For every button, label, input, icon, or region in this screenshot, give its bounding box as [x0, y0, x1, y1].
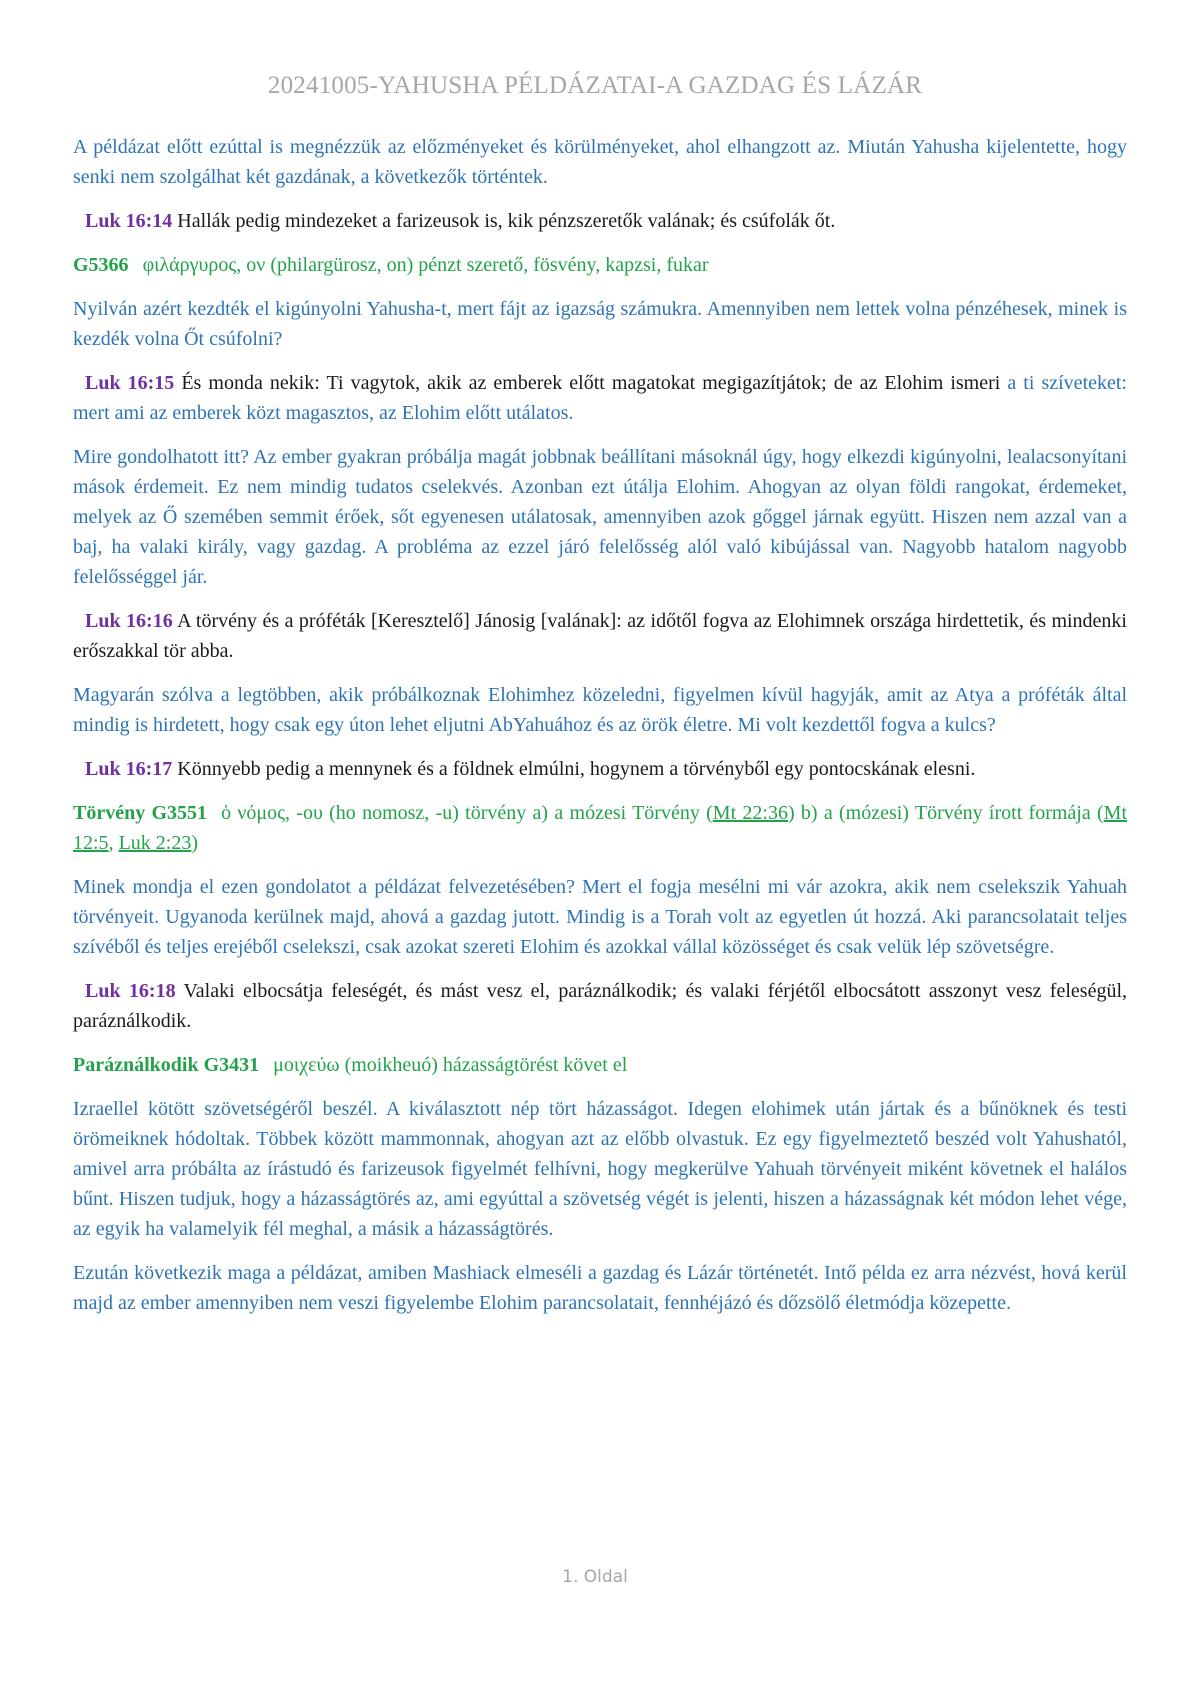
- lexicon-label: Törvény G3551: [73, 802, 208, 824]
- commentary-paragraph: A példázat előtt ezúttal is megnézzük az előzményeket és körülményeket, ahol elhangzott az. Miután Yahusha kijelentette, hogy senki nem szolgálhat két gazdának, a következők történtek.: [73, 136, 1127, 188]
- document-body: [73, 132, 1127, 1332]
- verse-text-continued: a ti szíveteket: mert ami az emberek közt magasztos, az Elohim előtt utálatos.: [73, 372, 1127, 424]
- lexicon-label: Paráználkodik G3431: [73, 1054, 260, 1076]
- page-title: 20241005-YAHUSHA PÉLDÁZATAI-A GAZDAG ÉS LÁZÁR: [267, 72, 923, 99]
- verse-reference: Luk 16:17: [85, 758, 173, 780]
- verse-luk-16-16: [73, 606, 1127, 666]
- closing-paren: ): [191, 832, 199, 854]
- reference-link-mt-22-36[interactable]: Mt 22:36: [712, 802, 788, 824]
- verse-luk-16-15: [73, 368, 1127, 428]
- verse-text: És monda nekik: Ti vagytok, akik az emberek előtt magatokat megigazítjátok; de az Elohim ismeri: [174, 372, 1001, 394]
- reference-link-mt-12-5[interactable]: Mt 12:5: [73, 802, 1127, 854]
- commentary-paragraph: Mire gondolhatott itt? Az ember gyakran próbálja magát jobbnak beállítani másoknál úgy, hogy elkezdi kigúnyolni, lealacsonyítani mások érdemeit. Ez nem mindig tudatos cselekvés. Azonban ezt útálja Elohim. Ahogyan az olyan földi rangokat, érdemeket, melyek az Ő szemében semmit érőek, sőt egyenesen utálatosak, amennyiben azok gőggel járnak együtt. Hiszen nem azzal van a baj, ha valaki király, vagy gazdag. A probléma az ezzel járó felelősség alól való kibújással van. Nagyobb hatalom nagyobb felelősséggel jár.: [73, 446, 1127, 588]
- verse-reference: Luk 16:16: [85, 610, 173, 632]
- commentary-paragraph: Ezután következik maga a példázat, amiben Mashiack elmeséli a gazdag és Lázár történetét. Intő példa ez arra nézvést, hová kerül majd az ember amennyiben nem veszi figyelembe Elohim parancsolatait, fennhéjázó és dőzsölő életmódja közepette.: [73, 1262, 1127, 1314]
- commentary-paragraph: Magyarán szólva a legtöbben, akik próbálkoznak Elohimhez közeledni, figyelmen kívül hagyják, amit az Atya a próféták által mindig is hirdetett, hogy csak egy úton lehet eljutni AbYahuához és az örök életre. Mi volt kezdettől fogva a kulcs?: [73, 684, 1127, 736]
- verse-luk-16-17: [73, 754, 1127, 784]
- verse-reference: Luk 16:15: [85, 372, 175, 394]
- verse-text: A törvény és a próféták [Keresztelő] Jánosig [valának]: az időtől fogva az Elohimnek országa hirdettetik, és mindenki erőszakkal tör abba.: [73, 610, 1127, 662]
- verse-text: Hallák pedig mindezeket a farizeusok is, kik pénzszeretők valának; és csúfolák őt.: [172, 210, 836, 232]
- lexicon-definition-continued: ) b) a (mózesi) Törvény írott formája (: [787, 802, 1104, 824]
- commentary-paragraph: Nyilván azért kezdték el kigúnyolni Yahusha-t, mert fájt az igazság számukra. Amennyiben nem lettek volna pénzéhesek, minek is kezdék volna Őt csúfolni?: [73, 298, 1127, 350]
- page-number: 1. Oldal: [562, 1567, 628, 1587]
- reference-link-luk-2-23[interactable]: Luk 2:23: [118, 832, 192, 854]
- lexicon-definition: ὁ νόμος, -ου (ho nomosz, -u) törvény a) a mózesi Törvény (: [221, 802, 713, 824]
- lexicon-definition: μοιχεύω (moikheuó) házasságtörést követ el: [273, 1054, 628, 1076]
- lexicon-label: G5366: [73, 254, 129, 276]
- verse-text: Valaki elbocsátja feleségét, és mást vesz el, paráználkodik; és valaki férjétől elbocsátott asszonyt vesz feleségül, paráználkodik.: [73, 980, 1127, 1032]
- lexicon-entry-g5366: [73, 250, 1127, 280]
- commentary-paragraph: Minek mondja el ezen gondolatot a példázat felvezetésében? Mert el fogja mesélni mi vár azokra, akik nem cselekszik Yahuah törvényeit. Ugyanoda kerülnek majd, ahová a gazdag jutott. Mindig is a Torah volt az egyetlen út hozzá. Aki parancsolatait teljes szívéből és teljes erejéből cselekszi, csak azokat szereti Elohim és azokkal vállal közösséget és csak velük lép szövetségre.: [73, 876, 1127, 958]
- verse-reference: Luk 16:14: [85, 210, 173, 232]
- lexicon-entry-g3431: [73, 1050, 1127, 1080]
- commentary-paragraph: Izraellel kötött szövetségéről beszél. A kiválasztott nép tört házasságot. Idegen elohimek után jártak és a bűnöknek és testi örömeiknek hódoltak. Többek között mammonnak, ahogyan azt az előbb olvastuk. Ez egy figyelmeztető beszéd volt Yahushatól, amivel arra próbálta az írástudó és farizeusok figyelmét felhívni, hogy megkerülve Yahuah törvényeit miként követnek el halálos bűnt. Hiszen tudjuk, hogy a házasságtörés az, ami egyúttal a szövetség végét is jelenti, hiszen a házasságnak két módon lehet vége, az egyik ha valamelyik fél meghal, a másik a házasságtörés.: [73, 1098, 1127, 1240]
- verse-reference: Luk 16:18: [85, 980, 176, 1002]
- lexicon-definition: φιλάργυρος, ον (philargürosz, on) pénzt szerető, fösvény, kapzsi, fukar: [142, 254, 709, 276]
- verse-luk-16-14: [73, 206, 1127, 236]
- link-separator: ,: [108, 832, 119, 854]
- verse-text: Könnyebb pedig a mennynek és a földnek elmúlni, hogynem a törvényből egy pontocskának elesni.: [172, 758, 976, 780]
- lexicon-entry-g3551: [73, 798, 1127, 858]
- verse-luk-16-18: [73, 976, 1127, 1036]
